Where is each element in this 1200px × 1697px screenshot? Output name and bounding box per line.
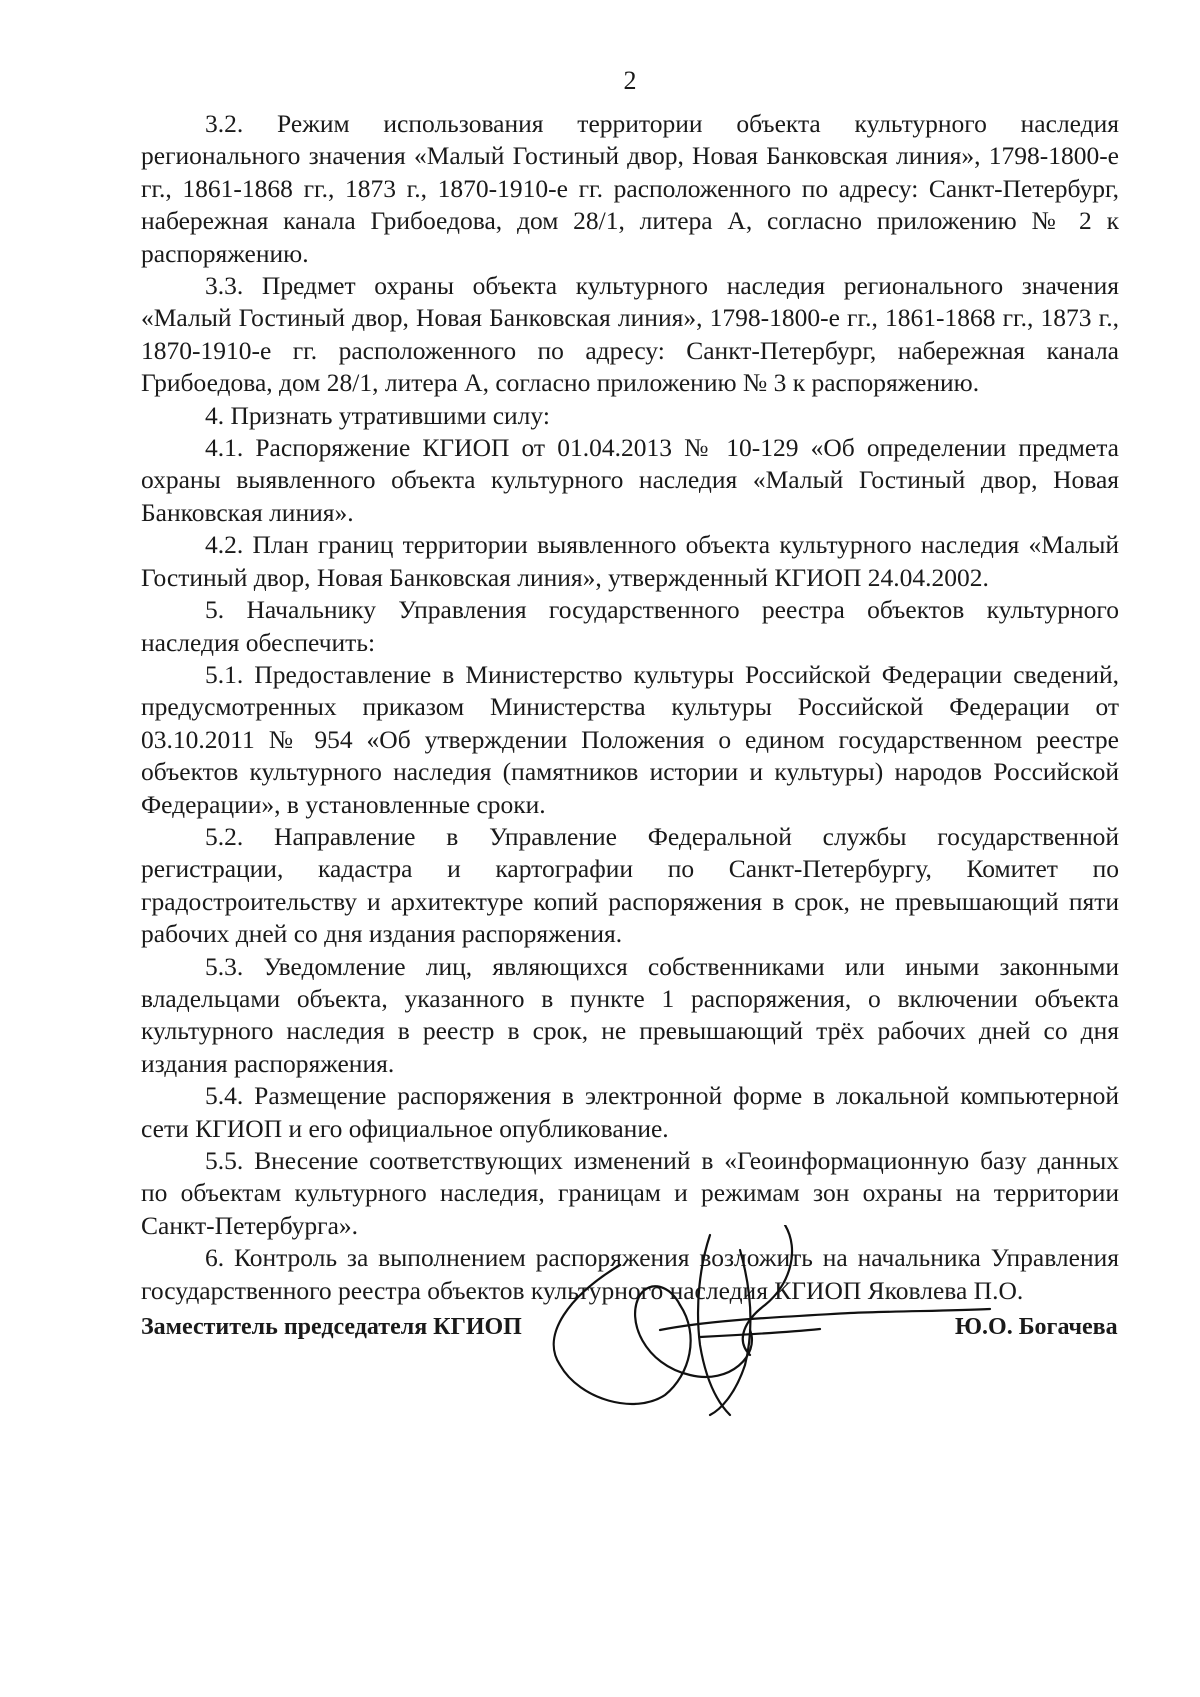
page-number: 2: [623, 66, 637, 95]
paragraph-3-3: 3.3. Предмет охраны объекта культурного наследия регионального значения «Малый Гостиный двор, Новая Банковская линия», 1798-1800-е гг., 1861-1868 гг., 1873 г., 1870-1910-е гг. расположенного по адресу: Санкт-Петербург, набережная канала Грибоедова, дом 28/1, литера А, согласно приложению № 3 к распоряжению.: [141, 271, 1119, 398]
paragraph-5-5: 5.5. Внесение соответствующих изменений в «Геоинформационную базу данных по объектам культурного наследия, границам и режимам зон охраны на территории Санкт-Петербурга».: [141, 1146, 1119, 1240]
paragraph-5-3: 5.3. Уведомление лиц, являющихся собственниками или иными законными владельцами объекта, указанного в пункте 1 распоряжения, о включении объекта культурного наследия в реестр в срок, не превышающий трёх рабочих дней со дня издания распоряжения.: [141, 951, 1119, 1078]
document-body: [141, 108, 1119, 1307]
signatory-title: Заместитель председателя КГИОП: [141, 1314, 522, 1340]
paragraph-5: 5. Начальнику Управления государственного реестра объектов культурного наследия обеспечить:: [141, 595, 1119, 657]
paragraph-3-2: 3.2. Режим использования территории объекта культурного наследия регионального значения «Малый Гостиный двор, Новая Банковская линия», 1798-1800-е гг., 1861-1868 гг., 1873 г., 1870-1910-е гг. расположенного по адресу: Санкт-Петербург, набережная канала Грибоедова, дом 28/1, литера А, согласно приложению № 2 к распоряжению.: [141, 109, 1119, 268]
handwritten-signature: [550, 1225, 1010, 1425]
paragraph-4: 4. Признать утратившими силу:: [205, 400, 550, 430]
paragraph-4-1: 4.1. Распоряжение КГИОП от 01.04.2013 № 10-129 «Об определении предмета охраны выявленного объекта культурного наследия «Малый Гостиный двор, Новая Банковская линия».: [141, 433, 1119, 527]
paragraph-5-2: 5.2. Направление в Управление Федеральной службы государственной регистрации, кадастра и картографии по Санкт-Петербургу, Комитет по градостроительству и архитектуре копий распоряжения в срок, не превышающий пяти рабочих дней со дня издания распоряжения.: [141, 821, 1119, 949]
signatory-name: Ю.О. Богачева: [955, 1314, 1118, 1340]
paragraph-5-1: 5.1. Предоставление в Министерство культуры Российской Федерации сведений, предусмотренных приказом Министерства культуры Российской Федерации от 03.10.2011 № 954 «Об утверждении Положения о едином государственном реестре объектов культурного наследия (памятников истории и культуры) народов Российской Федерации», в установленные сроки.: [141, 659, 1119, 819]
paragraph-6: 6. Контроль за выполнением распоряжения возложить на начальника Управления государственного реестра объектов культурного наследия КГИОП Яковлева П.О.: [141, 1243, 1119, 1305]
paragraph-5-4: 5.4. Размещение распоряжения в электронной форме в локальной компьютерной сети КГИОП и его официальное опубликование.: [141, 1081, 1119, 1143]
paragraph-4-2: 4.2. План границ территории выявленного объекта культурного наследия «Малый Гостиный двор, Новая Банковская линия», утвержденный КГИОП 24.04.2002.: [141, 530, 1119, 592]
